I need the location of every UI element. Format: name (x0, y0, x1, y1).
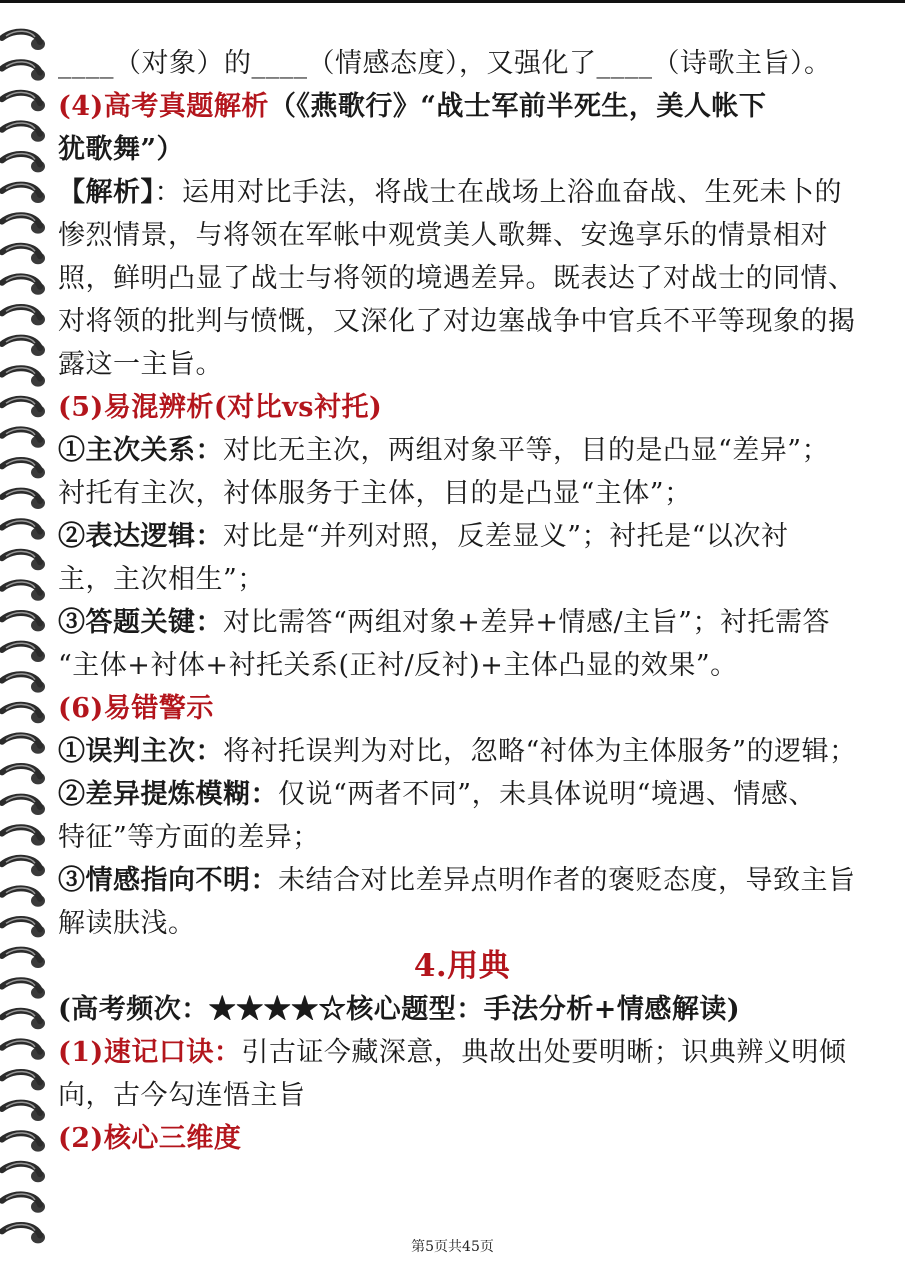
bold-label: ③答题关键： (58, 607, 223, 638)
spiral-ring (2, 398, 45, 417)
spiral-ring (2, 674, 45, 693)
body-text: 向，古今勾连悟主旨 (58, 1080, 306, 1111)
page-top-border (0, 0, 905, 3)
text-line (58, 429, 866, 472)
section-heading: (4)高考真题解析 (58, 91, 269, 122)
text-line (58, 515, 866, 558)
spiral-ring (2, 123, 45, 142)
spiral-ring (2, 766, 45, 785)
body-text: ____（对象）的____（情感态度），又强化了____（诗歌主旨）。 (58, 48, 832, 79)
bold-label: ①误判主次： (58, 736, 223, 767)
spiral-ring (2, 307, 45, 326)
text-line (58, 1074, 866, 1117)
spiral-ring (2, 704, 45, 723)
spiral-ring (2, 154, 45, 173)
bold-label: 犹歌舞”） (58, 134, 185, 165)
text-line (58, 945, 866, 988)
text-line (58, 730, 866, 773)
spiral-ring (2, 460, 45, 479)
spiral-ring (2, 337, 45, 356)
section-heading: (1)速记口诀： (58, 1037, 242, 1068)
spiral-ring (2, 857, 45, 876)
bold-label: (高考频次：★★★★☆核心题型：手法分析+情感解读) (58, 994, 741, 1025)
spiral-ring (2, 949, 45, 968)
text-line (58, 1117, 866, 1160)
spiral-ring (2, 582, 45, 601)
spiral-ring (2, 919, 45, 938)
spiral-ring (2, 1072, 45, 1091)
spiral-ring (2, 62, 45, 81)
spiral-ring (2, 429, 45, 448)
spiral-ring (2, 276, 45, 295)
body-text: 照，鲜明凸显了战士与将领的境遇差异。既表达了对战士的同情、 (58, 263, 856, 294)
section-heading: (2)核心三维度 (58, 1123, 242, 1154)
spiral-ring (2, 643, 45, 662)
text-line (58, 601, 866, 644)
spiral-ring (2, 980, 45, 999)
spiral-ring (2, 1010, 45, 1029)
text-line (58, 343, 866, 386)
body-text: ：运用对比手法，将战士在战场上浴血奋战、生死未卜的 (154, 177, 842, 208)
spiral-ring (2, 796, 45, 815)
text-line (58, 859, 866, 902)
body-text: 对比需答“两组对象+差异+情感/主旨”；衬托需答 (223, 607, 830, 638)
body-text: 衬托有主次，衬体服务于主体，目的是凸显“主体”； (58, 478, 692, 509)
bold-label: 【解析】 (58, 177, 155, 208)
body-text: 惨烈情景，与将领在军帐中观赏美人歌舞、安逸享乐的情景相对 (58, 220, 828, 251)
text-line (58, 85, 866, 128)
spiral-ring (2, 215, 45, 234)
bold-label: （《燕歌行》“战士军前半死生，美人帐下 (268, 91, 767, 122)
spiral-ring (2, 245, 45, 264)
text-line (58, 472, 866, 515)
body-text: 对将领的批判与愤慨，又深化了对边塞战争中官兵不平等现象的揭 (58, 306, 856, 337)
bold-label: ②差异提炼模糊： (58, 779, 278, 810)
section-heading: 4.用典 (413, 948, 511, 984)
body-text: 未结合对比差异点明作者的褒贬态度，导致主旨 (278, 865, 856, 896)
text-line (58, 214, 866, 257)
text-line (58, 988, 866, 1031)
body-text: 引古证今藏深意，典故出处要明晰；识典辨义明倾 (241, 1037, 847, 1068)
spiral-ring (2, 827, 45, 846)
text-line (58, 128, 866, 171)
bold-label: ③情感指向不明： (58, 865, 278, 896)
body-text: 主，主次相生”； (58, 564, 265, 595)
text-line (58, 902, 866, 945)
text-line (58, 257, 866, 300)
body-text: 将衬托误判为对比，忽略“衬体为主体服务”的逻辑； (223, 736, 857, 767)
text-line (58, 42, 866, 85)
spiral-ring (2, 888, 45, 907)
spiral-ring (2, 735, 45, 754)
section-heading: (5)易混辨析(对比vs衬托) (58, 392, 383, 423)
text-line (58, 687, 866, 730)
page-footer: 第5页共45页 (411, 1239, 494, 1255)
spiral-ring (2, 1041, 45, 1060)
spiral-ring (2, 551, 45, 570)
body-text: 露这一主旨。 (58, 349, 223, 380)
spiral-ring (2, 1133, 45, 1152)
spiral-ring (2, 368, 45, 387)
text-line (58, 644, 866, 687)
text-line (58, 816, 866, 859)
text-line (58, 171, 866, 214)
body-text: 对比是“并列对照，反差显义”；衬托是“以次衬 (223, 521, 789, 552)
bold-label: ①主次关系： (58, 435, 223, 466)
spiral-ring (2, 613, 45, 632)
spiral-ring (2, 521, 45, 540)
page-content (58, 42, 866, 1160)
text-line (58, 558, 866, 601)
body-text: 对比无主次，两组对象平等，目的是凸显“差异”； (223, 435, 830, 466)
spiral-ring (2, 1194, 45, 1213)
body-text: “主体+衬体+衬托关系(正衬/反衬)+主体凸显的效果”。 (58, 650, 738, 681)
spiral-ring (2, 1102, 45, 1121)
spiral-binding (0, 0, 60, 1280)
text-line (58, 386, 866, 429)
body-text: 仅说“两者不同”，未具体说明“境遇、情感、 (278, 779, 816, 810)
bold-label: ②表达逻辑： (58, 521, 223, 552)
text-line (58, 773, 866, 816)
spiral-ring (2, 1163, 45, 1182)
spiral-ring (2, 31, 45, 50)
text-line (58, 300, 866, 343)
body-text: 解读肤浅。 (58, 908, 196, 939)
body-text: 特征”等方面的差异； (58, 822, 320, 853)
spiral-ring (2, 184, 45, 203)
section-heading: (6)易错警示 (58, 693, 214, 724)
spiral-ring (2, 92, 45, 111)
spiral-ring (2, 490, 45, 509)
text-line (58, 1031, 866, 1074)
